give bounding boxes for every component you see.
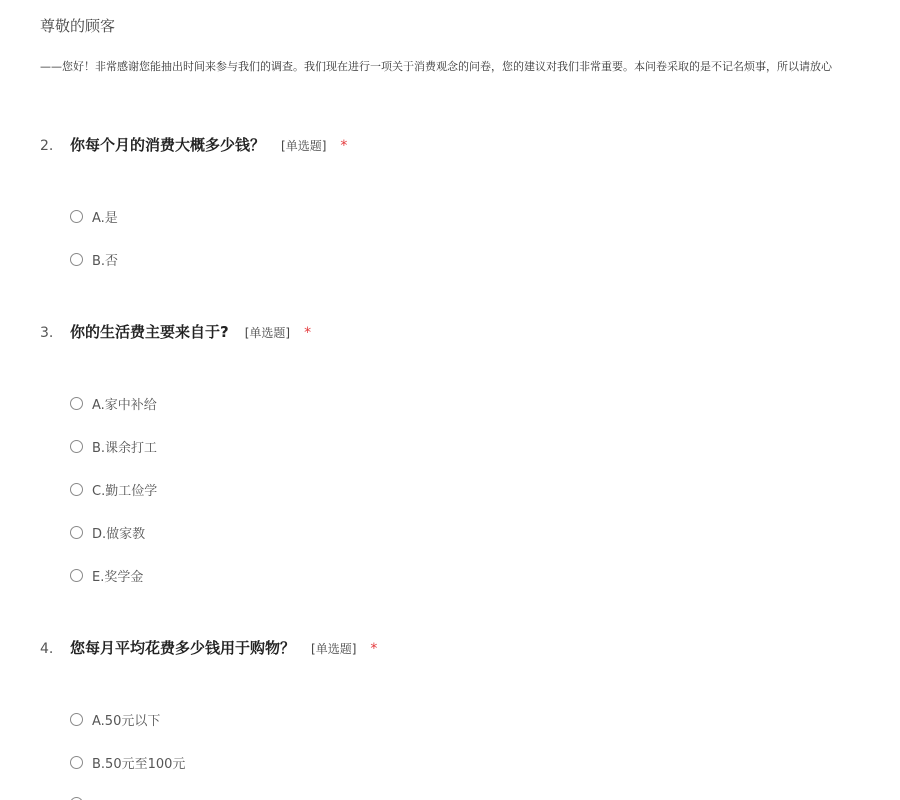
radio-button[interactable] xyxy=(70,483,83,496)
radio-option-q3-d[interactable] xyxy=(70,522,145,542)
option-label: B.课余打工 xyxy=(92,440,158,456)
question-number: 3. xyxy=(40,325,54,341)
radio-button[interactable] xyxy=(70,756,83,769)
option-label: C.勤工俭学 xyxy=(92,483,158,499)
question-title: 你的生活费主要来自于? xyxy=(70,323,229,341)
radio-button[interactable] xyxy=(70,210,83,223)
radio-option-q3-c[interactable] xyxy=(70,479,157,499)
question-3 xyxy=(40,321,311,345)
question-title: 你每个月的消费大概多少钱？ xyxy=(70,136,266,154)
question-4 xyxy=(40,637,377,661)
radio-option-q4-b[interactable] xyxy=(70,752,185,772)
required-mark: * xyxy=(304,325,312,341)
radio-button[interactable] xyxy=(70,569,83,582)
intro-text: ——您好！非常感谢您能抽出时间来参与我们的调查。我们现在进行一项关于消费观念的问卷，您的建议对我们非常重要。本问卷采取的是不记名烦事，所以请放心 xyxy=(40,60,832,73)
radio-button[interactable] xyxy=(70,797,83,800)
radio-option-q4-c-partial[interactable] xyxy=(70,793,92,800)
question-2 xyxy=(40,134,347,158)
radio-button[interactable] xyxy=(70,397,83,410)
question-type-tag: [单选题] xyxy=(311,642,357,656)
radio-option-q3-a[interactable] xyxy=(70,393,157,413)
greeting-heading: 尊敬的顾客 xyxy=(40,17,116,35)
radio-button[interactable] xyxy=(70,440,83,453)
option-label: E.奖学金 xyxy=(92,569,144,585)
required-mark: * xyxy=(340,138,348,154)
question-type-tag: [单选题] xyxy=(244,326,291,340)
option-label: A.50元以下 xyxy=(92,713,161,729)
radio-button[interactable] xyxy=(70,253,83,266)
question-number: 2. xyxy=(40,138,54,154)
required-mark: * xyxy=(370,641,378,657)
radio-button[interactable] xyxy=(70,526,83,539)
option-label: B.50元至100元 xyxy=(92,756,186,772)
option-label: A.是 xyxy=(92,210,118,226)
radio-option-q4-a[interactable] xyxy=(70,709,160,729)
option-label: A.家中补给 xyxy=(92,397,157,413)
radio-button[interactable] xyxy=(70,713,83,726)
question-number: 4. xyxy=(40,641,54,657)
option-label: D.做家教 xyxy=(92,526,146,542)
radio-option-q3-b[interactable] xyxy=(70,436,157,456)
question-type-tag: [单选题] xyxy=(281,139,327,153)
radio-option-q2-a[interactable] xyxy=(70,206,118,226)
option-label: B.否 xyxy=(92,253,119,269)
question-title: 您每月平均花费多少钱用于购物？ xyxy=(70,639,296,657)
radio-option-q2-b[interactable] xyxy=(70,249,118,269)
radio-option-q3-e[interactable] xyxy=(70,565,143,585)
